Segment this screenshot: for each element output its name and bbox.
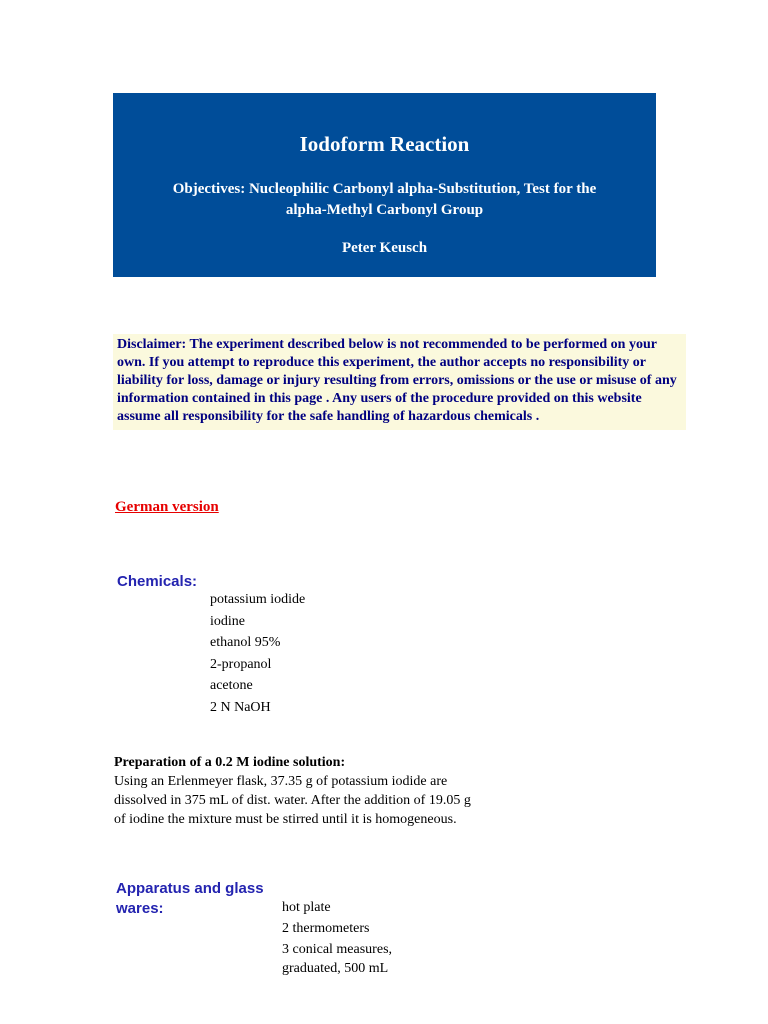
preparation-title: Preparation of a 0.2 M iodine solution: (114, 755, 346, 770)
german-version-link[interactable]: German version (115, 499, 219, 515)
list-item: 2-propanol (210, 656, 272, 672)
list-item: acetone (210, 678, 253, 694)
list-item: ethanol 95% (210, 635, 281, 651)
objectives (113, 179, 656, 221)
list-item: iodine (210, 613, 245, 629)
apparatus-heading: Apparatus and glass wares: (116, 880, 264, 917)
page-title: Iodoform Reaction (299, 132, 470, 156)
author-name: Peter Keusch (341, 240, 428, 256)
list-item: 3 conical measures, graduated, 500 mL (282, 942, 393, 976)
objectives-line-2: alpha-Methyl Carbonyl Group (285, 202, 484, 218)
objectives-line-1: Objectives: Nucleophilic Carbonyl alpha-Substitution, Test for the (172, 181, 597, 197)
disclaimer-box: Disclaimer: The experiment described below is not recommended to be performed on your own. If you attempt to reproduce this experiment, the author accepts no responsibility or liability for loss, damage or injury resulting from errors, omissions or the use or misuse of any information contained in this page . Any users of the procedure provided on this website assume all responsibility for the safe handling of hazardous chemicals . (113, 334, 686, 430)
list-item: 2 N NaOH (210, 699, 271, 715)
apparatus-list (282, 898, 422, 980)
chemicals-list (210, 591, 305, 721)
preparation-text: Using an Erlenmeyer flask, 37.35 g of potassium iodide are dissolved in 375 mL of dist. water. After the addition of 19.05 g of iodine the mixture must be stirred until it is homogeneous. (114, 774, 471, 827)
list-item: 2 thermometers (282, 921, 370, 936)
chemicals-heading: Chemicals: (117, 573, 198, 590)
list-item: potassium iodide (210, 592, 306, 607)
preparation-section (114, 753, 484, 829)
list-item: hot plate (282, 900, 331, 915)
